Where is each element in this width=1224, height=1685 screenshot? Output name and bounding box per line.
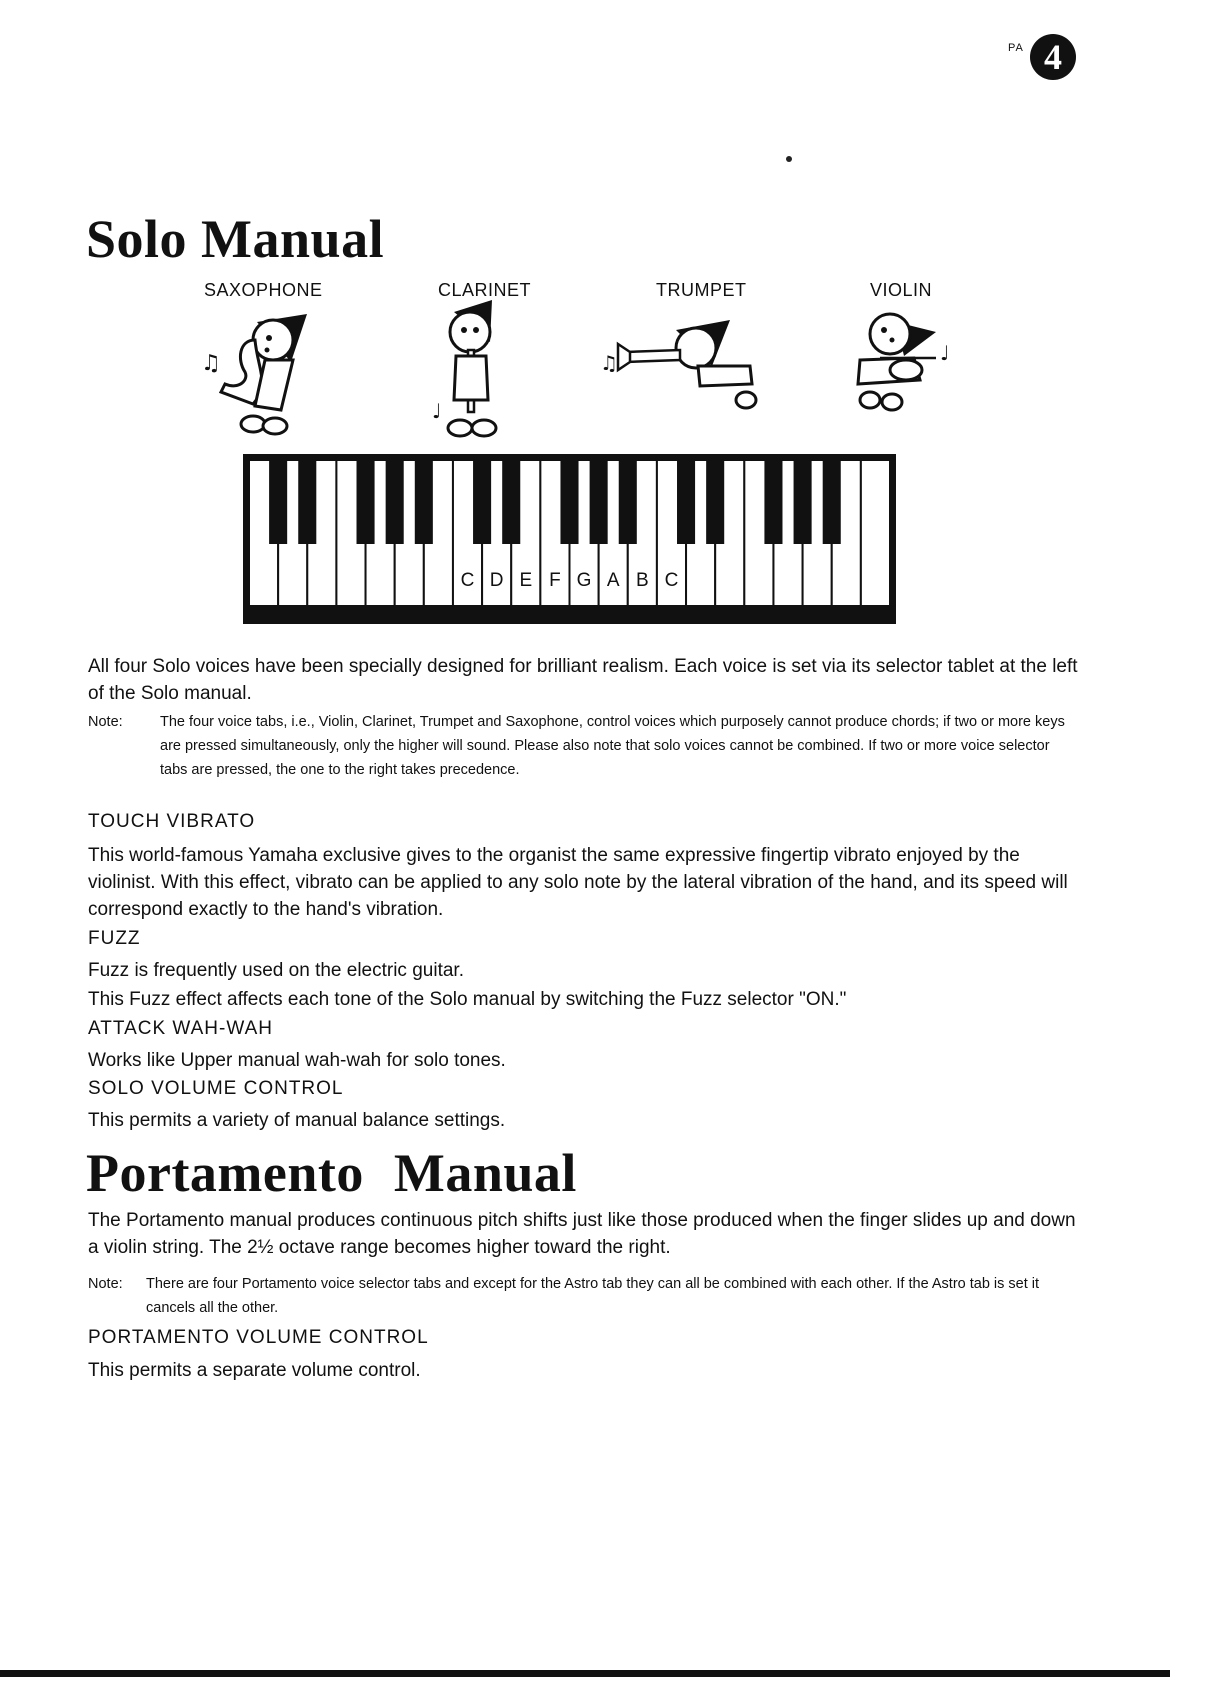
- key-label: E: [519, 570, 533, 591]
- solo-volume-text: This permits a variety of manual balance settings.: [88, 1110, 506, 1131]
- key-label: C: [664, 570, 679, 591]
- fuzz-text-2: This Fuzz effect affects each tone of the Solo manual by switching the Fuzz selector "ON.": [88, 989, 847, 1010]
- instrument-label-saxophone: SAXOPHONE: [204, 280, 323, 300]
- key-label: F: [549, 570, 561, 591]
- page-number: 4: [1030, 34, 1076, 80]
- black-key: [386, 460, 404, 544]
- portamento-note-label: Note:: [88, 1276, 123, 1292]
- instrument-label-clarinet: CLARINET: [438, 280, 532, 300]
- key-label: C: [460, 570, 475, 591]
- svg-text:♫: ♫: [201, 351, 221, 376]
- svg-text:♫: ♫: [600, 351, 618, 375]
- portamento-volume-text: This permits a separate volume control.: [88, 1360, 421, 1381]
- solo-manual-title: Solo Manual: [86, 209, 385, 269]
- attack-wah-wah-text: Works like Upper manual wah-wah for solo tones.: [88, 1050, 506, 1071]
- touch-vibrato-text: This world-famous Yamaha exclusive gives to the organist the same expressive fingertip vibrato enjoyed by the violinist. With this effect, vibrato can be applied to any solo note by the lateral vibration of the hand, and its speed will correspond exactly to the hand's vibration.: [88, 845, 1068, 920]
- key-label: G: [576, 570, 592, 591]
- solo-note-label: Note:: [88, 714, 123, 730]
- white-key: [861, 460, 890, 606]
- black-key: [560, 460, 578, 544]
- instrument-label-trumpet: TRUMPET: [656, 280, 747, 300]
- black-key: [677, 460, 695, 544]
- heading-touch-vibrato: TOUCH VIBRATO: [88, 811, 256, 832]
- heading-solo-volume-control: SOLO VOLUME CONTROL: [88, 1078, 344, 1099]
- page-prefix: PA: [1008, 42, 1024, 54]
- black-key: [764, 460, 782, 544]
- trumpet-player-illustration: [600, 300, 760, 430]
- black-key: [298, 460, 316, 544]
- portamento-note-text: There are four Portamento voice selector tabs and except for the Astro tab they can all be combined with each other. If the Astro tab is set it cancels all the other.: [146, 1276, 1040, 1316]
- print-speck: [786, 156, 792, 162]
- heading-portamento-volume-control: PORTAMENTO VOLUME CONTROL: [88, 1327, 429, 1348]
- fuzz-text-1: Fuzz is frequently used on the electric guitar.: [88, 960, 464, 981]
- black-key: [823, 460, 841, 544]
- black-key: [415, 460, 433, 544]
- portamento-manual-title: Portamento Manual: [86, 1143, 577, 1203]
- bottom-rule: [0, 1670, 1170, 1677]
- svg-text:♩: ♩: [940, 341, 950, 365]
- portamento-intro-paragraph: The Portamento manual produces continuous pitch shifts just like those produced when the finger slides up and down a violin string. The 2½ octave range becomes higher toward the right.: [88, 1210, 1076, 1258]
- solo-note-text: The four voice tabs, i.e., Violin, Clarinet, Trumpet and Saxophone, control voices which purposely cannot produce chords; if two or more keys are pressed simultaneously, only the higher will sound. Please also note that solo voices cannot be combined. If two or more voice selector tabs are pressed, the one to the right takes precedence.: [160, 714, 1065, 778]
- clarinet-player-illustration: [432, 300, 522, 450]
- solo-keyboard-diagram: [243, 454, 896, 624]
- page-number-badge: [1008, 34, 1088, 78]
- instrument-label-violin: VIOLIN: [870, 280, 933, 300]
- black-key: [357, 460, 375, 544]
- black-key: [619, 460, 637, 544]
- key-label: B: [635, 570, 649, 591]
- heading-attack-wah-wah: ATTACK WAH-WAH: [88, 1018, 273, 1039]
- saxophone-player-illustration: [195, 300, 335, 440]
- black-key: [473, 460, 491, 544]
- key-label: A: [606, 570, 620, 591]
- black-key: [794, 460, 812, 544]
- violin-player-illustration: [840, 300, 970, 420]
- solo-intro-paragraph: All four Solo voices have been specially designed for brilliant realism. Each voice is set via its selector tablet at the left of the Solo manual.: [88, 656, 1078, 704]
- black-key: [590, 460, 608, 544]
- black-key: [706, 460, 724, 544]
- heading-fuzz: FUZZ: [88, 928, 141, 949]
- black-key: [269, 460, 287, 544]
- black-key: [502, 460, 520, 544]
- svg-text:♩: ♩: [432, 399, 442, 423]
- key-label: D: [489, 570, 504, 591]
